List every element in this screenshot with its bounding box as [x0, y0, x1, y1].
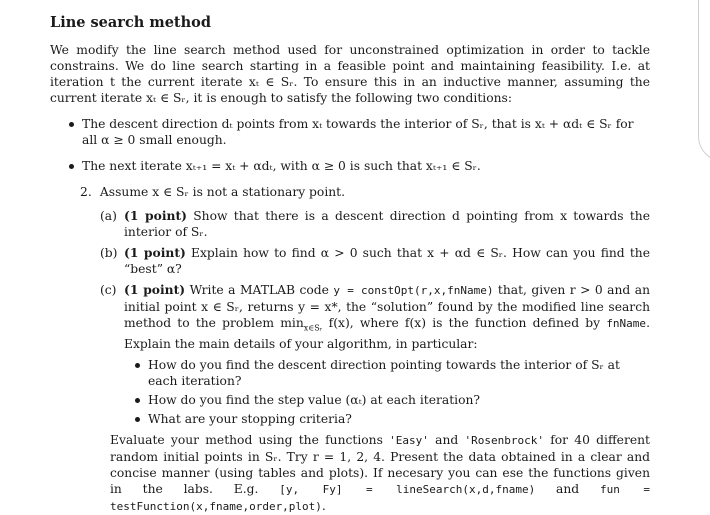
- part-points: (1 point): [124, 208, 187, 223]
- part-label: (a): [100, 209, 117, 223]
- eval-text: Evaluate your method using the functions: [110, 433, 383, 448]
- eval-text: .: [321, 499, 326, 514]
- document-body: [50, 14, 650, 515]
- eval-text: for 40 different random initial points in Sᵣ. Try r = 1, 2, 4. Present the data obtained in a clear and concise manner (using tables and plots). If necesary you can ese the functions given in the labs. E.g.: [110, 433, 650, 497]
- conditions-list: [50, 116, 650, 174]
- min-subscript: x∈Sᵣ: [303, 323, 323, 333]
- part-text: f(x), where f(x) is the function defined by: [328, 316, 601, 330]
- part-text: . Explain the main details of your algorithm, in particular:: [124, 316, 650, 352]
- rosenbrock-code: 'Rosenbrock': [464, 434, 544, 448]
- part-text: Explain how to find α > 0 such that x + αd ∈ Sᵣ. How can you find the “best” α?: [124, 246, 650, 276]
- eval-text: and: [435, 433, 459, 448]
- easy-code: 'Easy': [389, 434, 429, 448]
- part-b: [100, 245, 650, 277]
- testfunction-code: fun = testFunction(x,fname,order,plot): [110, 483, 650, 514]
- question-parts: [100, 208, 650, 427]
- question-text: Assume x ∈ Sᵣ is not a stationary point.: [99, 185, 346, 199]
- question-2: [80, 184, 650, 200]
- evaluation-paragraph: [110, 432, 650, 515]
- part-text: Write a MATLAB code: [189, 283, 329, 297]
- part-label: (b): [100, 246, 118, 260]
- part-points: (1 point): [124, 282, 186, 297]
- part-text: that, given r > 0 and an initial point x ∈ Sᵣ, returns y = x*, the “solution” found by the modified line search method to the problem min: [124, 283, 650, 330]
- algorithm-question: How do you find the descent direction pointing towards the interior of Sᵣ at each iteration?: [134, 357, 650, 389]
- algorithm-questions: [124, 357, 650, 427]
- part-c: [100, 282, 650, 352]
- intro-paragraph: We modify the line search method used for unconstrained optimization in order to tackle constrains. We do line search starting in a feasible point and maintaining feasibility. I.e. at iteration t the current iterate xₜ ∈ Sᵣ. To ensure this in an inductive manner, assuming the current iterate xₜ ∈ Sᵣ, it is enough to satisfy the following two conditions:: [50, 43, 650, 105]
- condition-item: The descent direction dₜ points from xₜ towards the interior of Sᵣ, that is xₜ + αdₜ ∈ Sᵣ for all α ≥ 0 small enough.: [68, 116, 650, 148]
- part-a: [100, 208, 650, 240]
- part-points: (1 point): [124, 245, 186, 260]
- page-edge-curve: [698, 0, 710, 162]
- condition-item: The next iterate xₜ₊₁ = xₜ + αdₜ, with α ≥ 0 is such that xₜ₊₁ ∈ Sᵣ.: [68, 158, 650, 174]
- linesearch-code: [y, Fy] = lineSearch(x,d,fname): [279, 483, 536, 497]
- part-label: (c): [100, 283, 117, 297]
- function-signature-code: y = constOpt(r,x,fnName): [333, 284, 494, 297]
- part-text: Show that there is a descent direction d pointing from x towards the interior of Sᵣ.: [124, 209, 650, 239]
- question-number: 2.: [80, 185, 92, 199]
- fnname-code: fnName: [606, 317, 647, 330]
- section-title: Line search method: [50, 14, 211, 31]
- algorithm-question: What are your stopping criteria?: [134, 411, 650, 427]
- algorithm-question: How do you find the step value (αₜ) at each iteration?: [134, 392, 650, 408]
- eval-text: and: [556, 482, 580, 497]
